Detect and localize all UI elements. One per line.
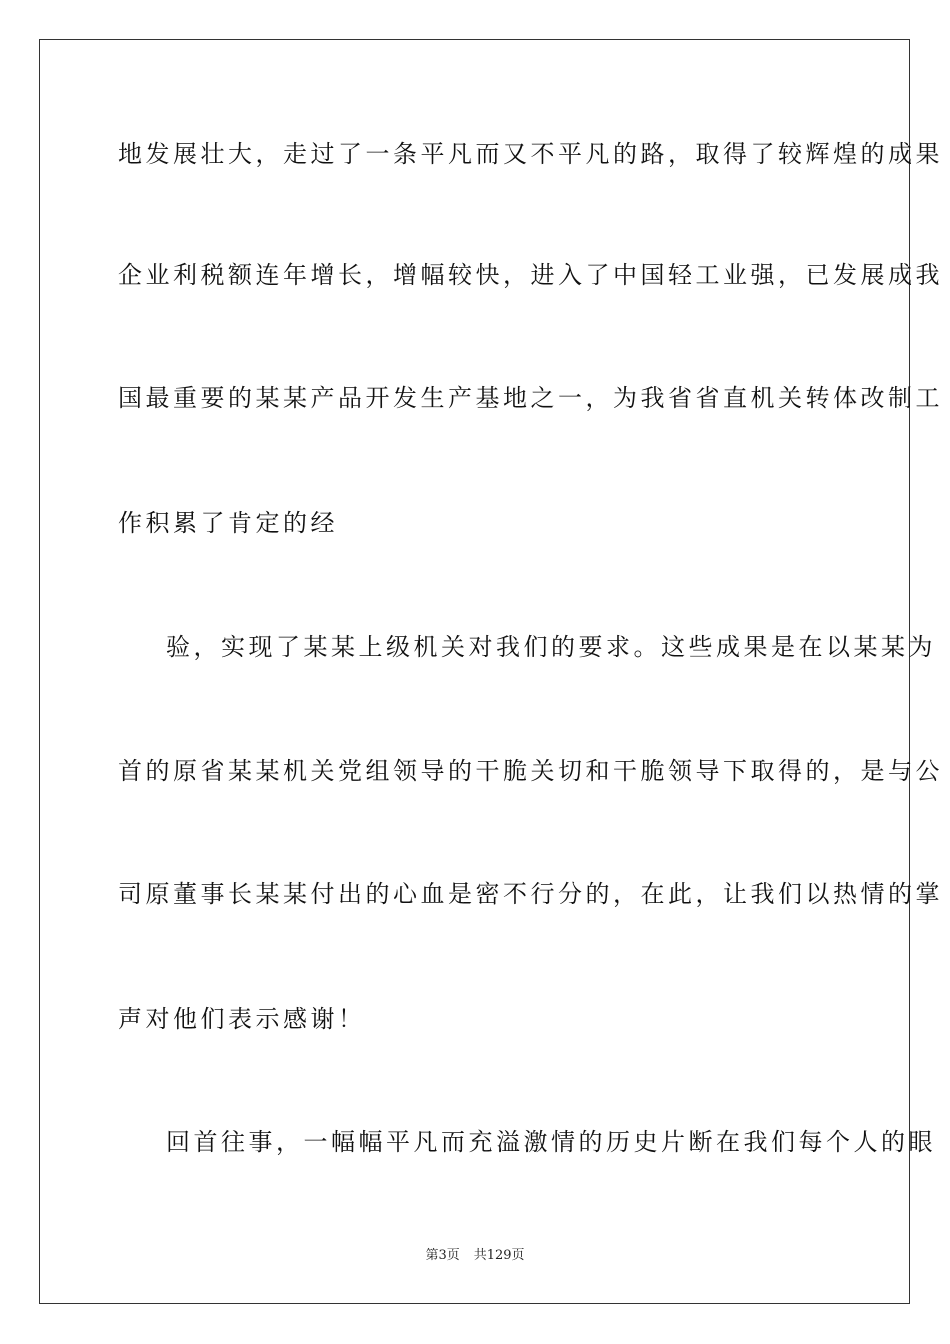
text-line: 作积累了肯定的经 (118, 509, 338, 537)
text-line: 企业利税额连年增长，增幅较快，进入了中国轻工业强，已发展成我 (118, 261, 943, 289)
text-line: 地发展壮大，走过了一条平凡而又不平凡的路，取得了较辉煌的成果 (118, 140, 943, 168)
text-line: 首的原省某某机关党组领导的干脆关切和干脆领导下取得的，是与公 (118, 757, 943, 785)
text-line: 司原董事长某某付出的心血是密不行分的，在此，让我们以热情的掌 (118, 880, 943, 908)
page-number: 第3页 (425, 1248, 460, 1263)
page-footer (0, 1247, 950, 1265)
paragraph-first-line: 回首往事，一幅幅平凡而充溢激情的历史片断在我们每个人的眼 (166, 1128, 936, 1156)
text-line: 声对他们表示感谢！ (118, 1005, 366, 1033)
text-line: 国最重要的某某产品开发生产基地之一，为我省省直机关转体改制工 (118, 384, 943, 412)
page-border (39, 39, 943, 1304)
paragraph-first-line: 验，实现了某某上级机关对我们的要求。这些成果是在以某某为 (166, 633, 936, 661)
total-pages: 共129页 (473, 1248, 525, 1263)
